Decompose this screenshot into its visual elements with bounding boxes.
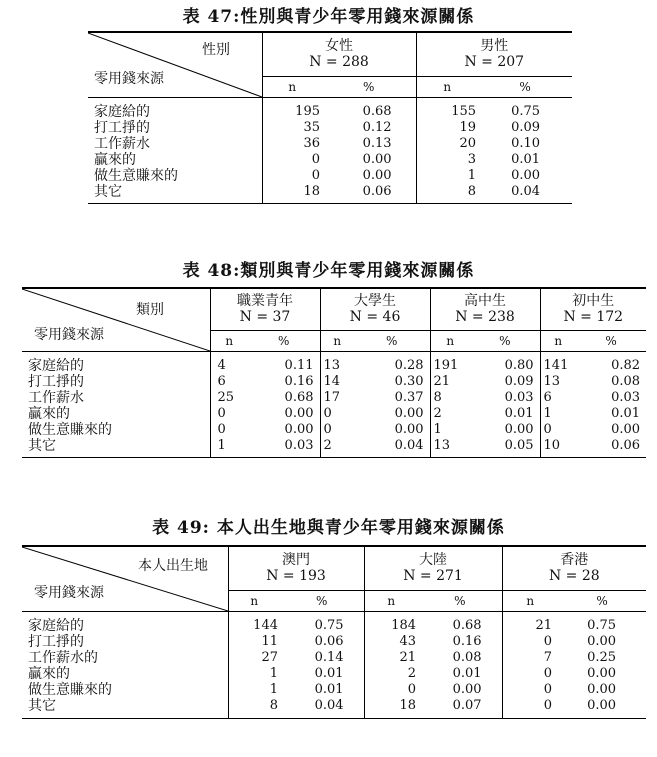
- count-cell: 6: [217, 374, 226, 389]
- percent-cell: 0.68: [248, 390, 320, 406]
- count-cell: 21: [399, 650, 417, 665]
- row-label: 其它: [22, 698, 228, 719]
- table-row: [22, 438, 646, 458]
- row-label: 家庭給的: [22, 358, 210, 374]
- percent-cell: 0.01: [280, 666, 364, 682]
- percent-cell: 0.06: [280, 634, 364, 650]
- percent-cell: 0.06: [576, 438, 646, 458]
- row-label: 工作薪水: [88, 136, 262, 152]
- n-header: n: [502, 590, 558, 611]
- table49-group-header: [502, 546, 646, 590]
- row-label: 做生意賺來的: [88, 168, 262, 184]
- count-cell: 0: [543, 682, 553, 697]
- percent-header: %: [478, 76, 572, 97]
- row-label: 其它: [22, 438, 210, 458]
- percent-cell: 0.16: [248, 374, 320, 390]
- table49-title: 表 49: 本人出生地與青少年零用錢來源關係: [152, 518, 505, 538]
- percent-cell: 0.04: [280, 698, 364, 719]
- count-cell: 0: [311, 152, 320, 167]
- n-header: n: [210, 330, 248, 351]
- count-cell: 18: [262, 184, 322, 204]
- row-label: 家庭給的: [22, 618, 228, 634]
- n-header: n: [416, 76, 478, 97]
- percent-cell: 0.00: [511, 168, 541, 183]
- percent-cell: 0.06: [322, 184, 416, 204]
- percent-header: %: [558, 590, 646, 611]
- count-cell: 155: [451, 104, 477, 119]
- percent-cell: 0.00: [558, 698, 646, 719]
- group-name: 大陸: [419, 552, 448, 569]
- count-cell: 35: [303, 120, 320, 135]
- count-cell: 141: [543, 358, 569, 373]
- percent-cell: 0.75: [511, 104, 541, 119]
- percent-cell: 0.01: [611, 406, 641, 421]
- percent-cell: 0.09: [470, 374, 540, 390]
- group-count: N = 28: [548, 568, 600, 585]
- count-cell: 17: [323, 390, 341, 405]
- table-row: [22, 682, 646, 698]
- percent-cell: 0.09: [511, 120, 541, 135]
- table-row: [22, 618, 646, 634]
- table-row: [22, 390, 646, 406]
- count-cell: 6: [543, 390, 552, 405]
- percent-cell: 0.08: [611, 374, 641, 389]
- count-cell: 0: [323, 406, 332, 421]
- count-cell: 1: [467, 168, 477, 183]
- table49-group-header: [364, 546, 502, 590]
- group-name: 大學生: [354, 293, 396, 310]
- group-count: N = 238: [455, 309, 515, 326]
- percent-cell: 0.28: [354, 358, 430, 374]
- count-cell: 2: [433, 406, 442, 421]
- table48: [22, 287, 646, 458]
- count-cell: 0: [311, 168, 320, 183]
- count-cell: 3: [467, 152, 477, 167]
- percent-header: %: [248, 330, 320, 351]
- n-header: n: [430, 330, 470, 351]
- count-cell: 0: [323, 422, 332, 437]
- table47: [88, 31, 572, 204]
- count-cell: 18: [364, 698, 418, 719]
- table47-group-header: [416, 32, 572, 76]
- count-cell: 4: [217, 358, 226, 373]
- percent-cell: 0.30: [354, 374, 430, 390]
- row-label: 打工掙的: [88, 120, 262, 136]
- count-cell: 0: [543, 634, 553, 649]
- percent-cell: 0.00: [587, 682, 617, 697]
- percent-cell: 0.07: [418, 698, 502, 719]
- percent-cell: 0.00: [611, 422, 641, 437]
- percent-header: %: [322, 76, 416, 97]
- table-row: [88, 120, 572, 136]
- percent-cell: 0.08: [418, 650, 502, 666]
- table-row: [22, 650, 646, 666]
- percent-cell: 0.80: [470, 358, 540, 374]
- percent-cell: 0.10: [511, 136, 541, 151]
- percent-cell: 0.12: [322, 120, 416, 136]
- percent-cell: 0.37: [354, 390, 430, 406]
- percent-cell: 0.00: [322, 152, 416, 168]
- percent-header: %: [354, 330, 430, 351]
- table-row: [22, 634, 646, 650]
- count-cell: 0: [502, 698, 558, 719]
- percent-cell: 0.00: [587, 634, 617, 649]
- count-cell: 13: [543, 374, 561, 389]
- count-cell: 0: [543, 422, 552, 437]
- row-label: 家庭給的: [88, 104, 262, 120]
- count-cell: 195: [295, 104, 320, 119]
- percent-cell: 0.75: [587, 618, 617, 633]
- count-cell: 27: [261, 650, 278, 665]
- count-cell: 191: [433, 358, 459, 373]
- percent-cell: 0.03: [248, 438, 320, 458]
- group-count: N = 193: [266, 568, 326, 585]
- count-cell: 36: [303, 136, 320, 151]
- count-cell: 43: [399, 634, 417, 649]
- percent-cell: 0.14: [280, 650, 364, 666]
- percent-header: %: [280, 590, 364, 611]
- group-name: 初中生: [572, 293, 615, 310]
- table47-title: 表 47:性別與青少年零用錢來源關係: [182, 7, 475, 27]
- percent-cell: 0.82: [611, 358, 641, 373]
- group-name: 高中生: [464, 293, 507, 310]
- table49-group-header: [228, 546, 364, 590]
- table-row: [22, 406, 646, 422]
- table-row: [22, 358, 646, 374]
- count-cell: 20: [459, 136, 477, 151]
- count-cell: 8: [416, 184, 478, 204]
- row-label: 贏來的: [88, 152, 262, 168]
- count-cell: 8: [228, 698, 280, 719]
- percent-cell: 0.00: [354, 422, 430, 438]
- count-cell: 10: [540, 438, 576, 458]
- table-row: [22, 666, 646, 682]
- percent-cell: 0.03: [470, 390, 540, 406]
- percent-cell: 0.03: [611, 390, 641, 405]
- group-count: N = 271: [403, 568, 463, 585]
- percent-cell: 0.01: [418, 666, 502, 682]
- percent-cell: 0.68: [322, 104, 416, 120]
- percent-cell: 0.68: [418, 618, 502, 634]
- percent-cell: 0.00: [587, 666, 617, 681]
- table-row: [22, 422, 646, 438]
- row-label: 打工掙的: [22, 374, 210, 390]
- group-count: N = 207: [464, 54, 525, 71]
- percent-cell: 0.05: [470, 438, 540, 458]
- percent-cell: 0.13: [322, 136, 416, 152]
- count-cell: 0: [217, 406, 226, 421]
- table48-corner: [22, 288, 210, 352]
- table48-group-header: [320, 288, 430, 330]
- percent-cell: 0.04: [354, 438, 430, 458]
- percent-header: %: [418, 590, 502, 611]
- percent-header: %: [470, 330, 540, 351]
- table48-corner-column-label: 類別: [136, 302, 164, 318]
- count-cell: 1: [543, 406, 552, 421]
- group-name: 男性: [480, 38, 509, 55]
- corner-diagonal-line: [22, 547, 228, 611]
- group-name: 澳門: [282, 552, 310, 569]
- count-cell: 13: [430, 438, 470, 458]
- table47-corner: [88, 32, 262, 98]
- n-header: n: [320, 330, 354, 351]
- count-cell: 1: [269, 666, 278, 681]
- percent-cell: 0.00: [248, 406, 320, 422]
- percent-cell: 0.25: [587, 650, 617, 665]
- table-row: [88, 152, 572, 168]
- row-label: 做生意賺來的: [22, 682, 228, 698]
- group-count: N = 37: [239, 309, 291, 326]
- row-label: 贏來的: [22, 666, 228, 682]
- count-cell: 184: [391, 618, 417, 633]
- count-cell: 2: [320, 438, 354, 458]
- count-cell: 0: [217, 422, 226, 437]
- count-cell: 11: [261, 634, 278, 649]
- table49-corner: [22, 546, 228, 612]
- table-row: [22, 698, 646, 719]
- row-label: 工作薪水的: [22, 650, 228, 666]
- table49-corner-row-label: 零用錢來源: [34, 585, 104, 601]
- table49: [22, 545, 646, 719]
- n-header: n: [364, 590, 418, 611]
- table47-group-header: [262, 32, 416, 76]
- group-count: N = 46: [349, 309, 401, 326]
- percent-header: %: [576, 330, 646, 351]
- row-label: 打工掙的: [22, 634, 228, 650]
- count-cell: 0: [407, 682, 417, 697]
- percent-cell: 0.16: [418, 634, 502, 650]
- n-header: n: [262, 76, 322, 97]
- group-name: 香港: [560, 552, 589, 569]
- table-row: [88, 184, 572, 204]
- count-cell: 0: [543, 666, 553, 681]
- table48-corner-row-label: 零用錢來源: [34, 327, 104, 343]
- percent-cell: 0.75: [280, 618, 364, 634]
- count-cell: 7: [543, 650, 553, 665]
- count-cell: 2: [407, 666, 417, 681]
- table-row: [22, 374, 646, 390]
- table48-group-header: [210, 288, 320, 330]
- group-count: N = 172: [563, 309, 624, 326]
- row-label: 工作薪水: [22, 390, 210, 406]
- row-label: 做生意賺來的: [22, 422, 210, 438]
- table47-corner-row-label: 零用錢來源: [94, 71, 164, 87]
- count-cell: 1: [433, 422, 442, 437]
- n-header: n: [228, 590, 280, 611]
- n-header: n: [540, 330, 576, 351]
- percent-cell: 0.01: [511, 152, 541, 167]
- row-label: 其它: [88, 184, 262, 204]
- count-cell: 14: [323, 374, 341, 389]
- percent-cell: 0.00: [470, 422, 540, 438]
- count-cell: 1: [269, 682, 278, 697]
- percent-cell: 0.04: [478, 184, 572, 204]
- table-row: [88, 104, 572, 120]
- group-count: N = 288: [309, 54, 369, 71]
- group-name: 職業青年: [237, 293, 293, 310]
- table47-corner-column-label: 性別: [202, 42, 230, 58]
- count-cell: 19: [459, 120, 477, 135]
- percent-cell: 0.01: [470, 406, 540, 422]
- table49-corner-column-label: 本人出生地: [138, 558, 208, 574]
- count-cell: 21: [433, 374, 451, 389]
- percent-cell: 0.00: [418, 682, 502, 698]
- percent-cell: 0.00: [322, 168, 416, 184]
- group-name: 女性: [325, 38, 353, 55]
- percent-cell: 0.00: [248, 422, 320, 438]
- table-row: [88, 136, 572, 152]
- corner-diagonal-line: [88, 33, 262, 97]
- row-label: 贏來的: [22, 406, 210, 422]
- count-cell: 13: [323, 358, 341, 373]
- count-cell: 144: [253, 618, 278, 633]
- percent-cell: 0.00: [354, 406, 430, 422]
- percent-cell: 0.11: [248, 358, 320, 374]
- count-cell: 8: [433, 390, 442, 405]
- count-cell: 25: [217, 390, 235, 405]
- table48-group-header: [540, 288, 646, 330]
- percent-cell: 0.01: [280, 682, 364, 698]
- table48-title: 表 48:類別與青少年零用錢來源關係: [182, 261, 475, 281]
- table-row: [88, 168, 572, 184]
- table48-group-header: [430, 288, 540, 330]
- count-cell: 1: [210, 438, 248, 458]
- count-cell: 21: [535, 618, 553, 633]
